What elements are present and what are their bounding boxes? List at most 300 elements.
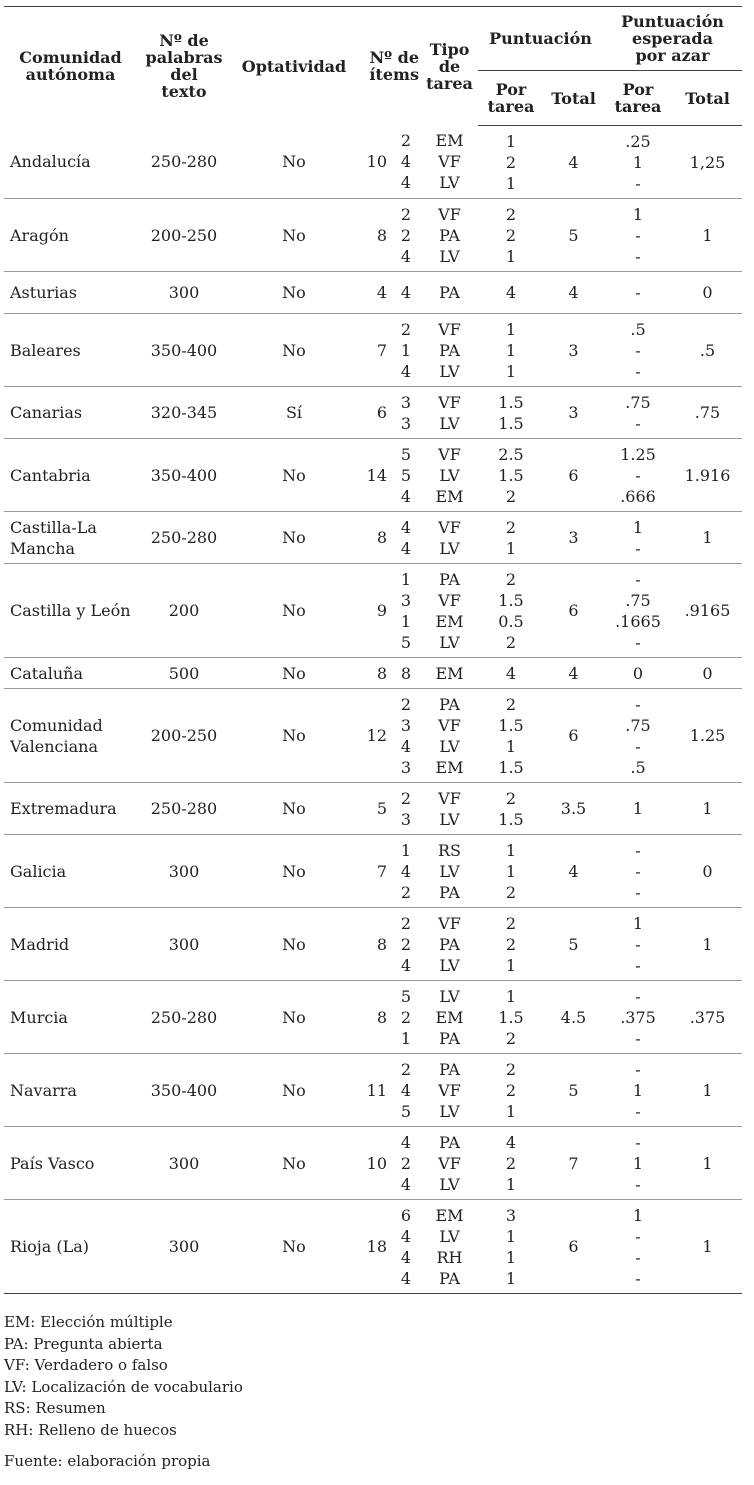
- cell-optatividad: No: [231, 564, 357, 658]
- comunidades-table: [4, 6, 742, 1294]
- cell-por-tarea: [478, 387, 544, 439]
- cell-item-counts: [391, 981, 421, 1054]
- cell-por-tarea-value: 2: [505, 1059, 517, 1079]
- cell-por-tarea: [478, 981, 544, 1054]
- note-pa: PA: Pregunta abierta: [4, 1334, 163, 1353]
- cell-tipo-value: VF: [438, 913, 461, 933]
- cell-item-counts-value: 2: [400, 913, 412, 933]
- cell-tipo-value: PA: [439, 882, 460, 902]
- cell-total: 3.5: [544, 783, 603, 835]
- cell-por-tarea: [478, 199, 544, 272]
- cell-palabras: 300: [137, 835, 231, 908]
- cell-comunidad: País Vasco: [4, 1127, 137, 1200]
- cell-esperada-por-tarea-value: -: [635, 861, 641, 881]
- cell-esperada-total: 1: [673, 1127, 742, 1200]
- cell-tipo-value: LV: [439, 861, 460, 881]
- cell-tipo-value: PA: [439, 1059, 460, 1079]
- cell-optatividad: No: [231, 1054, 357, 1127]
- cell-tipo-value: VF: [438, 517, 461, 537]
- cell-tipo: [421, 981, 478, 1054]
- cell-optatividad: No: [231, 272, 357, 314]
- cell-optatividad: No: [231, 1200, 357, 1294]
- cell-esperada-total: 1: [673, 199, 742, 272]
- cell-esperada-por-tarea-value: -: [635, 1059, 641, 1079]
- header-puntuacion: Puntuación: [478, 7, 603, 71]
- cell-palabras: 300: [137, 272, 231, 314]
- cell-items: 6: [357, 387, 391, 439]
- cell-optatividad: No: [231, 126, 357, 199]
- cell-tipo-value: EM: [435, 1007, 464, 1027]
- cell-item-counts-value: 4: [400, 246, 412, 266]
- cell-tipo: [421, 658, 478, 689]
- table-row: [4, 1200, 742, 1294]
- cell-palabras: 320-345: [137, 387, 231, 439]
- cell-por-tarea: [478, 908, 544, 981]
- table-row: [4, 564, 742, 658]
- header-palabras: Nº de palabras del texto: [145, 31, 223, 102]
- cell-esperada-total: 0: [673, 658, 742, 689]
- source-note: Fuente: elaboración propia: [4, 1452, 211, 1470]
- cell-item-counts-value: 5: [400, 444, 412, 464]
- cell-tipo-value: RH: [436, 1247, 463, 1267]
- cell-por-tarea-value: 1.5: [498, 757, 524, 777]
- cell-item-counts-value: 3: [400, 757, 412, 777]
- cell-esperada-total: 1: [673, 783, 742, 835]
- cell-esperada-por-tarea: [603, 981, 673, 1054]
- cell-item-counts: [391, 835, 421, 908]
- cell-item-counts-value: 4: [400, 517, 412, 537]
- cell-por-tarea: [478, 126, 544, 199]
- header-por-tarea: Por tarea: [478, 71, 544, 126]
- cell-esperada-por-tarea-value: -: [635, 361, 641, 381]
- cell-por-tarea: [478, 512, 544, 564]
- cell-items: 8: [357, 981, 391, 1054]
- table-row: [4, 314, 742, 387]
- cell-tipo-value: VF: [438, 788, 461, 808]
- cell-esperada-total: 1.25: [673, 689, 742, 783]
- cell-esperada-total: 1: [673, 1200, 742, 1294]
- table-row: [4, 272, 742, 314]
- cell-esperada-por-tarea-value: -: [635, 1268, 641, 1288]
- cell-esperada-por-tarea-value: -: [635, 632, 641, 652]
- cell-tipo-value: LV: [439, 736, 460, 756]
- cell-comunidad: Extremadura: [4, 783, 137, 835]
- cell-item-counts-value: 2: [400, 1153, 412, 1173]
- cell-item-counts-value: 3: [400, 413, 412, 433]
- cell-tipo-value: LV: [439, 809, 460, 829]
- cell-por-tarea-value: 1: [505, 861, 517, 881]
- cell-esperada-por-tarea-value: -: [635, 569, 641, 589]
- cell-item-counts: [391, 272, 421, 314]
- cell-tipo: [421, 1200, 478, 1294]
- cell-esperada-por-tarea: [603, 512, 673, 564]
- cell-tipo: [421, 689, 478, 783]
- header-por-tarea-azar: Por tarea: [603, 71, 673, 126]
- cell-esperada-por-tarea: [603, 126, 673, 199]
- cell-palabras: 200-250: [137, 689, 231, 783]
- cell-optatividad: No: [231, 1127, 357, 1200]
- table-row: [4, 981, 742, 1054]
- cell-por-tarea-value: 1: [505, 736, 517, 756]
- cell-items: 9: [357, 564, 391, 658]
- cell-tipo: [421, 1054, 478, 1127]
- cell-item-counts-value: 4: [400, 538, 412, 558]
- cell-comunidad: Cantabria: [4, 439, 137, 512]
- cell-por-tarea-value: 2: [505, 694, 517, 714]
- cell-por-tarea-value: 1.5: [498, 809, 524, 829]
- cell-tipo-value: LV: [439, 361, 460, 381]
- cell-item-counts: [391, 439, 421, 512]
- cell-tipo: [421, 126, 478, 199]
- cell-por-tarea-value: 1: [505, 1101, 517, 1121]
- cell-por-tarea-value: 1: [505, 538, 517, 558]
- cell-item-counts-value: 4: [400, 1132, 412, 1152]
- cell-esperada-por-tarea-value: 1: [632, 1205, 644, 1225]
- cell-item-counts-value: 2: [400, 694, 412, 714]
- cell-esperada-por-tarea: [603, 835, 673, 908]
- table-row: [4, 1127, 742, 1200]
- table-body: [4, 126, 742, 1294]
- cell-esperada-por-tarea-value: .375: [620, 1007, 656, 1027]
- cell-item-counts: [391, 1054, 421, 1127]
- cell-item-counts-value: 3: [400, 590, 412, 610]
- cell-palabras: 250-280: [137, 512, 231, 564]
- cell-item-counts-value: 4: [400, 361, 412, 381]
- cell-tipo: [421, 439, 478, 512]
- cell-esperada-por-tarea-value: -: [635, 1028, 641, 1048]
- cell-tipo-value: EM: [435, 131, 464, 151]
- cell-esperada-por-tarea-value: 1: [632, 204, 644, 224]
- cell-item-counts-value: 5: [400, 1101, 412, 1121]
- cell-tipo-value: EM: [435, 1205, 464, 1225]
- cell-items: 7: [357, 835, 391, 908]
- header-comunidad: Comunidad autónoma: [19, 48, 122, 85]
- table-row: [4, 439, 742, 512]
- cell-item-counts: [391, 126, 421, 199]
- cell-optatividad: No: [231, 835, 357, 908]
- cell-tipo: [421, 199, 478, 272]
- cell-esperada-total: 0: [673, 835, 742, 908]
- cell-por-tarea: [478, 564, 544, 658]
- cell-tipo-value: PA: [439, 569, 460, 589]
- cell-esperada-por-tarea-value: -: [635, 1226, 641, 1246]
- cell-por-tarea-value: 0.5: [498, 611, 524, 631]
- cell-palabras: 300: [137, 1127, 231, 1200]
- cell-item-counts-value: 8: [400, 663, 412, 683]
- cell-total: 7: [544, 1127, 603, 1200]
- cell-optatividad: No: [231, 689, 357, 783]
- cell-esperada-por-tarea-value: .5: [630, 319, 646, 339]
- cell-esperada-por-tarea: [603, 387, 673, 439]
- cell-optatividad: No: [231, 783, 357, 835]
- cell-tipo-value: PA: [439, 1268, 460, 1288]
- cell-esperada-por-tarea-value: -: [635, 986, 641, 1006]
- note-rs: RS: Resumen: [4, 1399, 106, 1417]
- cell-tipo-value: LV: [439, 1101, 460, 1121]
- cell-por-tarea-value: 1: [505, 246, 517, 266]
- cell-tipo-value: PA: [439, 1132, 460, 1152]
- table-row: [4, 783, 742, 835]
- cell-tipo-value: VF: [438, 1153, 461, 1173]
- cell-items: 18: [357, 1200, 391, 1294]
- cell-esperada-por-tarea: [603, 1054, 673, 1127]
- cell-tipo-value: VF: [438, 392, 461, 412]
- cell-comunidad: Asturias: [4, 272, 137, 314]
- cell-esperada-por-tarea-value: -: [635, 1174, 641, 1194]
- cell-esperada-por-tarea-value: .75: [625, 590, 651, 610]
- cell-por-tarea: [478, 1127, 544, 1200]
- cell-comunidad: Castilla-La Mancha: [4, 512, 137, 564]
- cell-comunidad: Comunidad Valenciana: [4, 689, 137, 783]
- cell-item-counts-value: 4: [400, 1247, 412, 1267]
- cell-item-counts-value: 3: [400, 715, 412, 735]
- cell-por-tarea-value: 2: [505, 882, 517, 902]
- cell-tipo-value: LV: [439, 246, 460, 266]
- cell-tipo: [421, 835, 478, 908]
- cell-por-tarea-value: 1: [505, 1247, 517, 1267]
- cell-tipo-value: VF: [438, 204, 461, 224]
- cell-esperada-por-tarea-value: .5: [630, 757, 646, 777]
- cell-esperada-por-tarea-value: 0: [632, 663, 644, 683]
- cell-esperada-por-tarea-value: 1: [632, 1080, 644, 1100]
- cell-item-counts-value: 2: [400, 225, 412, 245]
- cell-tipo: [421, 314, 478, 387]
- cell-esperada-por-tarea-value: .666: [620, 486, 656, 506]
- cell-por-tarea-value: 1: [505, 173, 517, 193]
- cell-por-tarea: [478, 314, 544, 387]
- cell-item-counts-value: 2: [400, 131, 412, 151]
- cell-item-counts-value: 5: [400, 986, 412, 1006]
- cell-por-tarea-value: 2: [505, 913, 517, 933]
- note-em: EM: Elección múltiple: [4, 1313, 173, 1331]
- cell-esperada-por-tarea-value: -: [635, 1101, 641, 1121]
- cell-esperada-por-tarea: [603, 689, 673, 783]
- cell-por-tarea-value: 1: [505, 986, 517, 1006]
- cell-esperada-por-tarea-value: .1665: [615, 611, 661, 631]
- cell-total: 3: [544, 387, 603, 439]
- cell-palabras: 350-400: [137, 1054, 231, 1127]
- cell-esperada-por-tarea-value: -: [635, 413, 641, 433]
- cell-item-counts-value: 2: [400, 1059, 412, 1079]
- cell-items: 8: [357, 908, 391, 981]
- cell-tipo-value: LV: [439, 413, 460, 433]
- cell-item-counts-value: 2: [400, 319, 412, 339]
- cell-total: 6: [544, 689, 603, 783]
- note-lv: LV: Localización de vocabulario: [4, 1377, 243, 1396]
- cell-esperada-por-tarea-value: 1: [632, 1153, 644, 1173]
- cell-optatividad: No: [231, 908, 357, 981]
- cell-por-tarea-value: 1.5: [498, 590, 524, 610]
- cell-por-tarea-value: 1.5: [498, 715, 524, 735]
- table-row: [4, 1054, 742, 1127]
- cell-por-tarea-value: 2: [505, 569, 517, 589]
- cell-esperada-por-tarea: [603, 564, 673, 658]
- cell-tipo-value: RS: [437, 840, 461, 860]
- table-row: [4, 387, 742, 439]
- cell-total: 5: [544, 1054, 603, 1127]
- cell-item-counts-value: 4: [400, 955, 412, 975]
- cell-por-tarea-value: 2: [505, 934, 517, 954]
- cell-palabras: 350-400: [137, 314, 231, 387]
- cell-palabras: 200: [137, 564, 231, 658]
- cell-total: 5: [544, 199, 603, 272]
- cell-total: 4.5: [544, 981, 603, 1054]
- cell-esperada-por-tarea-value: -: [635, 934, 641, 954]
- cell-total: 6: [544, 439, 603, 512]
- cell-palabras: 200-250: [137, 199, 231, 272]
- cell-comunidad: Galicia: [4, 835, 137, 908]
- cell-esperada-por-tarea-value: -: [635, 1247, 641, 1267]
- cell-tipo: [421, 512, 478, 564]
- cell-tipo-value: PA: [439, 283, 460, 302]
- cell-esperada-por-tarea-value: .75: [625, 715, 651, 735]
- cell-tipo-value: LV: [439, 173, 460, 193]
- table-row: [4, 199, 742, 272]
- cell-item-counts: [391, 564, 421, 658]
- table-row: [4, 908, 742, 981]
- cell-por-tarea-value: 1: [505, 319, 517, 339]
- cell-por-tarea: [478, 689, 544, 783]
- cell-tipo-value: EM: [435, 663, 464, 683]
- cell-por-tarea-value: 1.5: [498, 465, 524, 485]
- note-rh: RH: Relleno de huecos: [4, 1420, 177, 1439]
- cell-por-tarea: [478, 1200, 544, 1294]
- cell-tipo-value: PA: [439, 1028, 460, 1048]
- cell-por-tarea-value: 2: [505, 788, 517, 808]
- cell-esperada-total: .5: [673, 314, 742, 387]
- cell-item-counts-value: 5: [400, 632, 412, 652]
- cell-items: 8: [357, 512, 391, 564]
- cell-item-counts-value: 3: [400, 809, 412, 829]
- cell-por-tarea: [478, 272, 544, 314]
- cell-item-counts-value: 4: [400, 173, 412, 193]
- cell-esperada-total: 1.916: [673, 439, 742, 512]
- cell-palabras: 300: [137, 1200, 231, 1294]
- cell-total: 6: [544, 564, 603, 658]
- cell-items: 10: [357, 1127, 391, 1200]
- cell-item-counts-value: 4: [400, 861, 412, 881]
- cell-por-tarea-value: 4: [505, 663, 517, 683]
- cell-por-tarea-value: 2: [505, 1080, 517, 1100]
- cell-por-tarea: [478, 439, 544, 512]
- cell-por-tarea: [478, 658, 544, 689]
- cell-items: 10: [357, 126, 391, 199]
- cell-esperada-por-tarea-value: -: [635, 840, 641, 860]
- cell-item-counts-value: 2: [400, 934, 412, 954]
- cell-tipo: [421, 908, 478, 981]
- cell-tipo: [421, 1127, 478, 1200]
- cell-por-tarea-value: 2: [505, 152, 517, 172]
- cell-tipo-value: VF: [438, 590, 461, 610]
- cell-esperada-por-tarea-value: -: [635, 340, 641, 360]
- cell-items: 7: [357, 314, 391, 387]
- cell-tipo-value: PA: [439, 934, 460, 954]
- cell-esperada-por-tarea-value: 1: [632, 517, 644, 537]
- cell-tipo-value: EM: [435, 757, 464, 777]
- cell-items: 8: [357, 199, 391, 272]
- cell-esperada-total: 1,25: [673, 126, 742, 199]
- cell-palabras: 300: [137, 908, 231, 981]
- cell-item-counts: [391, 1200, 421, 1294]
- cell-item-counts: [391, 199, 421, 272]
- cell-esperada-por-tarea-value: 1: [632, 152, 644, 172]
- cell-palabras: 250-280: [137, 783, 231, 835]
- cell-item-counts-value: 4: [400, 486, 412, 506]
- cell-esperada-por-tarea-value: .75: [625, 392, 651, 412]
- legend-notes: [4, 1312, 243, 1441]
- cell-esperada-por-tarea-value: -: [635, 538, 641, 558]
- cell-total: 3: [544, 314, 603, 387]
- cell-item-counts-value: 4: [400, 1174, 412, 1194]
- cell-items: 5: [357, 783, 391, 835]
- cell-tipo-value: LV: [439, 632, 460, 652]
- cell-esperada-por-tarea-value: -: [635, 173, 641, 193]
- cell-item-counts-value: 5: [400, 465, 412, 485]
- cell-por-tarea-value: 1: [505, 955, 517, 975]
- cell-palabras: 500: [137, 658, 231, 689]
- cell-item-counts: [391, 387, 421, 439]
- cell-items: 12: [357, 689, 391, 783]
- cell-esperada-por-tarea-value: -: [635, 283, 641, 302]
- cell-item-counts-value: 6: [400, 1205, 412, 1225]
- cell-por-tarea-value: 3: [505, 1205, 517, 1225]
- cell-esperada-total: 1: [673, 908, 742, 981]
- cell-optatividad: No: [231, 199, 357, 272]
- cell-item-counts-value: 2: [400, 788, 412, 808]
- cell-esperada-total: .75: [673, 387, 742, 439]
- cell-por-tarea-value: 4: [505, 1132, 517, 1152]
- cell-palabras: 250-280: [137, 126, 231, 199]
- cell-tipo-value: VF: [438, 1080, 461, 1100]
- cell-esperada-por-tarea: [603, 783, 673, 835]
- cell-comunidad: Rioja (La): [4, 1200, 137, 1294]
- cell-total: 6: [544, 1200, 603, 1294]
- header-items: Nº de ítems: [369, 48, 419, 85]
- cell-tipo-value: PA: [439, 340, 460, 360]
- cell-item-counts-value: 3: [400, 392, 412, 412]
- cell-item-counts-value: 1: [400, 840, 412, 860]
- cell-item-counts: [391, 512, 421, 564]
- cell-por-tarea-value: 2: [505, 1028, 517, 1048]
- cell-items: 8: [357, 658, 391, 689]
- cell-esperada-total: 1: [673, 512, 742, 564]
- cell-item-counts-value: 2: [400, 1007, 412, 1027]
- cell-por-tarea-value: 1: [505, 361, 517, 381]
- cell-esperada-total: 1: [673, 1054, 742, 1127]
- cell-por-tarea-value: 1: [505, 840, 517, 860]
- cell-item-counts-value: 1: [400, 569, 412, 589]
- table-row: [4, 689, 742, 783]
- cell-item-counts: [391, 783, 421, 835]
- cell-por-tarea: [478, 783, 544, 835]
- cell-esperada-por-tarea-value: -: [635, 465, 641, 485]
- cell-esperada-por-tarea: [603, 314, 673, 387]
- cell-items: 14: [357, 439, 391, 512]
- cell-por-tarea-value: 1: [505, 1268, 517, 1288]
- cell-item-counts-value: 4: [400, 1226, 412, 1246]
- cell-tipo: [421, 783, 478, 835]
- cell-esperada-por-tarea-value: .25: [625, 131, 651, 151]
- cell-por-tarea: [478, 1054, 544, 1127]
- header-optatividad: Optatividad: [241, 56, 347, 76]
- cell-total: 4: [544, 658, 603, 689]
- cell-tipo-value: PA: [439, 225, 460, 245]
- cell-esperada-por-tarea: [603, 199, 673, 272]
- cell-optatividad: Sí: [231, 387, 357, 439]
- note-vf: VF: Verdadero o falso: [4, 1356, 168, 1374]
- cell-optatividad: No: [231, 314, 357, 387]
- cell-comunidad: Canarias: [4, 387, 137, 439]
